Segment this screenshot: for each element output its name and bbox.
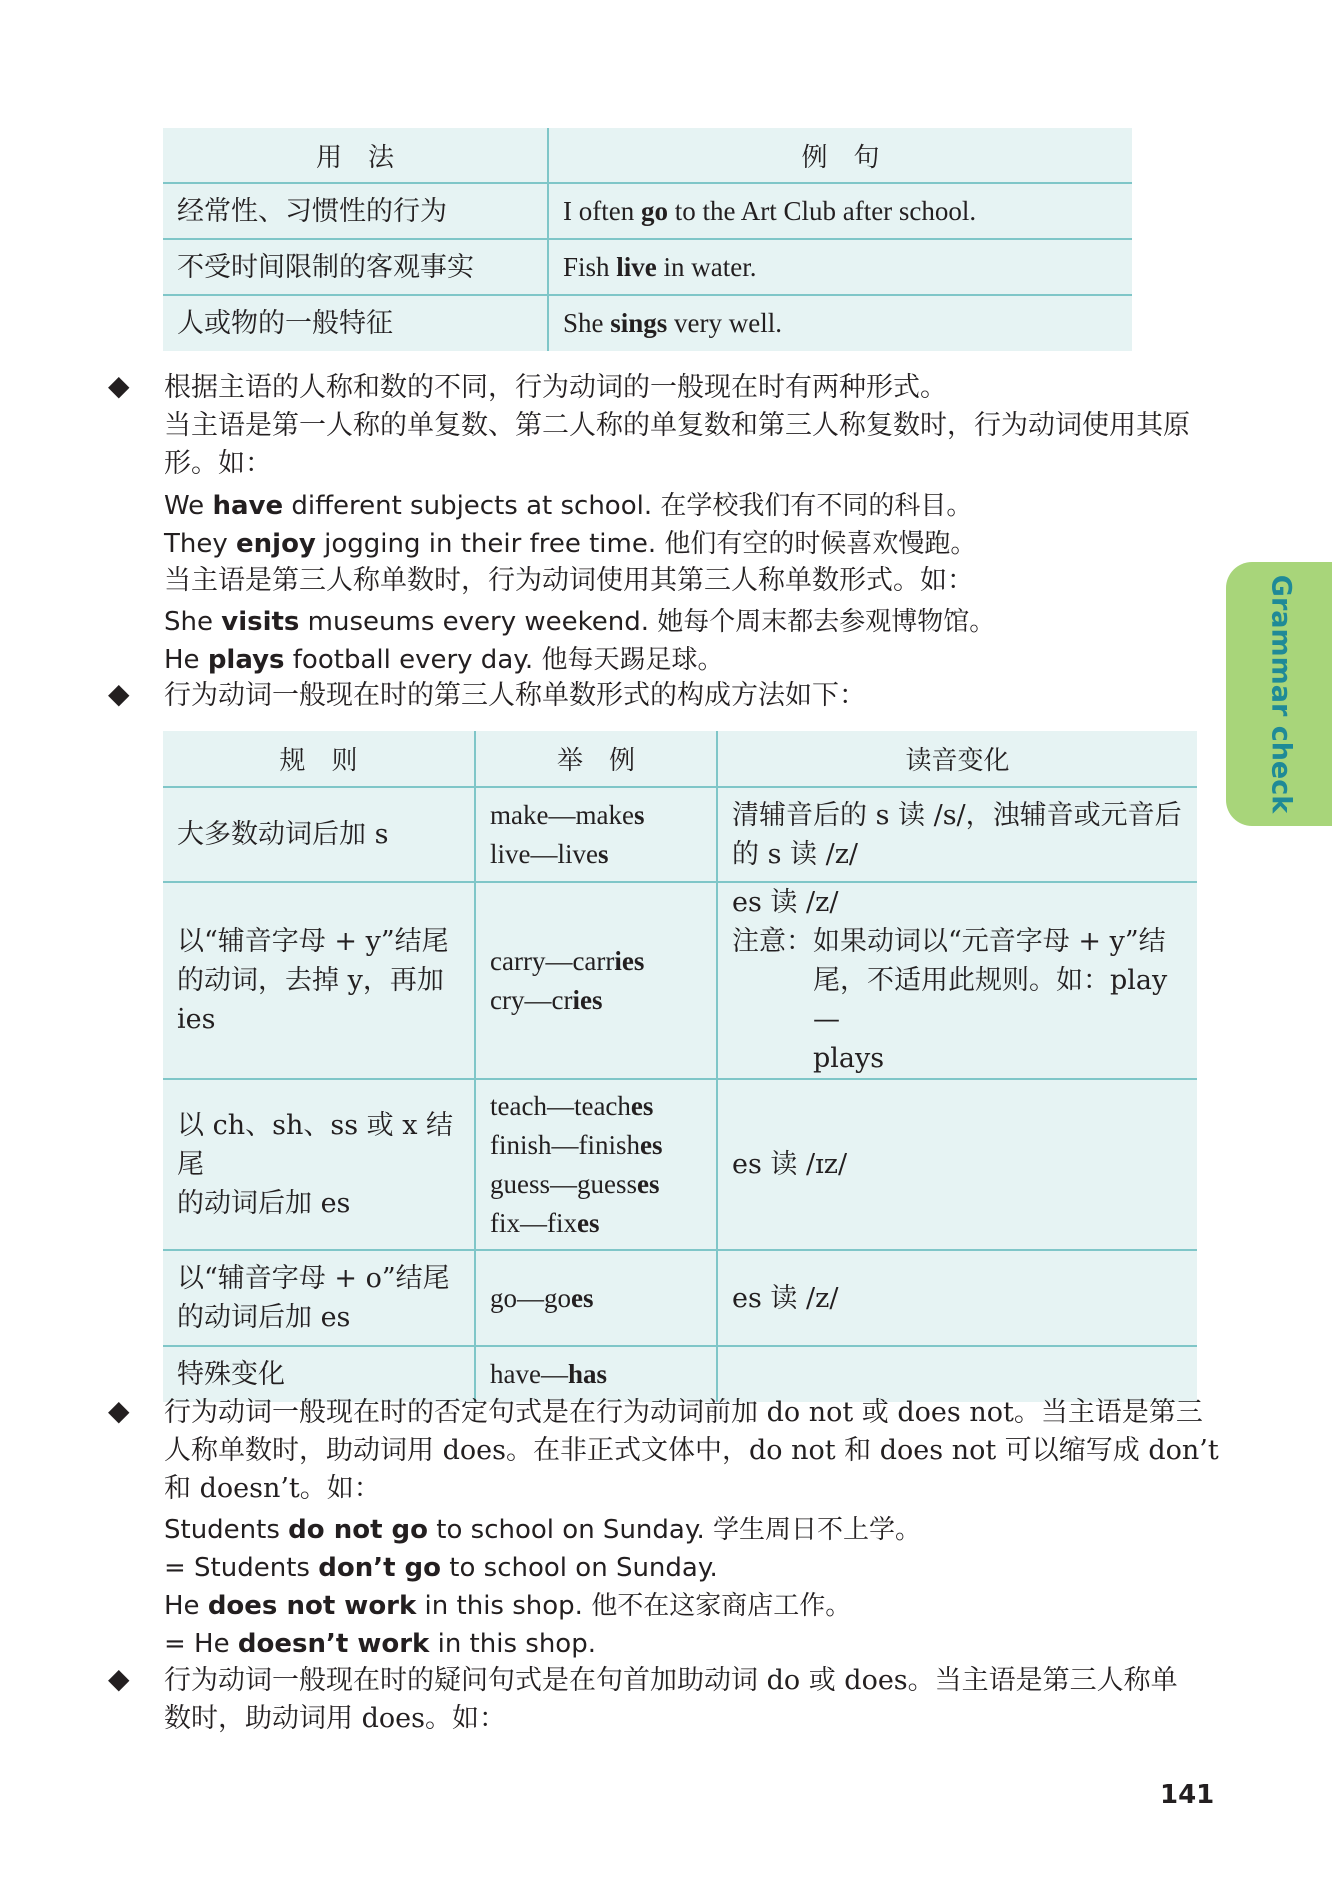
table-row (163, 1250, 1197, 1346)
paragraph-line: 根据主语的人称和数的不同，行为动词的一般现在时有两种形式。 (164, 372, 947, 403)
bullet-diamond-icon: ◆ (108, 369, 130, 402)
table-header: 规 则 (163, 731, 475, 787)
table-row (163, 295, 1132, 351)
rule-cell: 以 ch、sh、ss 或 x 结尾 的动词后加 es (163, 1079, 475, 1250)
bullet-diamond-icon: ◆ (108, 1662, 130, 1695)
table-header: 举 例 (475, 731, 717, 787)
page-number: 141 (1160, 1780, 1215, 1810)
example-sentence: = Students don’t go to school on Sunday. (164, 1553, 718, 1583)
rule-cell: 以“辅音字母 + y”结尾 的动词，去掉 y，再加 ies (163, 882, 475, 1079)
example-sentence: She visits museums every weekend. 她每个周末都去参观博物馆。 (164, 607, 996, 637)
example-cell: go—goes (475, 1250, 717, 1346)
paragraph-line: 行为动词一般现在时的否定句式是在行为动词前加 do not 或 does not。当主语是第三 (164, 1397, 1203, 1428)
paragraph-line: 形。如： (164, 448, 272, 479)
paragraph-line: 当主语是第一人称的单复数、第二人称的单复数和第三人称复数时，行为动词使用其原 (164, 410, 1190, 441)
grammar-check-tab (1226, 562, 1332, 826)
example-cell: have—has (475, 1346, 717, 1402)
example-cell: Fish live in water. (548, 239, 1132, 295)
rule-cell: 以“辅音字母 + o”结尾 的动词后加 es (163, 1250, 475, 1346)
table-header: 用 法 (163, 128, 548, 183)
table-row (163, 1079, 1197, 1250)
example-sentence: = He doesn’t work in this shop. (164, 1629, 596, 1659)
paragraph-line: 行为动词一般现在时的第三人称单数形式的构成方法如下： (164, 680, 866, 711)
usage-cell: 不受时间限制的客观事实 (163, 239, 548, 295)
example-sentence: Students do not go to school on Sunday. 学生周日不上学。 (164, 1515, 922, 1545)
usage-cell: 经常性、习惯性的行为 (163, 183, 548, 239)
example-cell: I often go to the Art Club after school. (548, 183, 1132, 239)
third-person-rules-table (163, 731, 1197, 1402)
example-cell: make—makes live—lives (475, 787, 717, 882)
table-header: 读音变化 (717, 731, 1197, 787)
rule-cell: 特殊变化 (163, 1346, 475, 1402)
table-row (163, 787, 1197, 882)
table-row (163, 183, 1132, 239)
pronunciation-cell: 清辅音后的 s 读 /s/，浊辅音或元音后 的 s 读 /z/ (717, 787, 1197, 882)
bullet-diamond-icon: ◆ (108, 677, 130, 710)
paragraph-line: 当主语是第三人称单数时，行为动词使用其第三人称单数形式。如： (164, 565, 974, 596)
pronunciation-cell: es 读 /ɪz/ (717, 1079, 1197, 1250)
paragraph-line: 行为动词一般现在时的疑问句式是在句首加助动词 do 或 does。当主语是第三人称单 (164, 1665, 1178, 1696)
note-label: 注意： (732, 926, 813, 957)
usage-cell: 人或物的一般特征 (163, 295, 548, 351)
example-sentence: He plays football every day. 他每天踢足球。 (164, 645, 724, 675)
example-cell: She sings very well. (548, 295, 1132, 351)
paragraph-line: 数时，助动词用 does。如： (164, 1703, 506, 1734)
rule-cell: 大多数动词后加 s (163, 787, 475, 882)
paragraph-line: 和 doesn’t。如： (164, 1473, 381, 1504)
pronunciation-cell: es 读 /z/ 注意： 如果动词以“元音字母 + y”结 尾，不适用此规则。如：play— plays (717, 882, 1197, 1079)
table-row (163, 239, 1132, 295)
tab-label: Grammar check (1265, 574, 1297, 814)
pronunciation-cell: es 读 /z/ (717, 1250, 1197, 1346)
table-header: 例 句 (548, 128, 1132, 183)
example-cell: teach—teaches finish—finishes guess—guesses fix—fixes (475, 1079, 717, 1250)
table-row (163, 882, 1197, 1079)
paragraph-line: 人称单数时，助动词用 does。在非正式文体中，do not 和 does not 可以缩写成 don’t (164, 1435, 1219, 1466)
example-sentence: He does not work in this shop. 他不在这家商店工作。 (164, 1591, 852, 1621)
example-sentence: We have different subjects at school. 在学校我们有不同的科目。 (164, 491, 973, 521)
bullet-diamond-icon: ◆ (108, 1394, 130, 1427)
example-sentence: They enjoy jogging in their free time. 他们有空的时候喜欢慢跑。 (164, 529, 977, 559)
usage-table (163, 128, 1132, 351)
example-cell: carry—carries cry—cries (475, 882, 717, 1079)
